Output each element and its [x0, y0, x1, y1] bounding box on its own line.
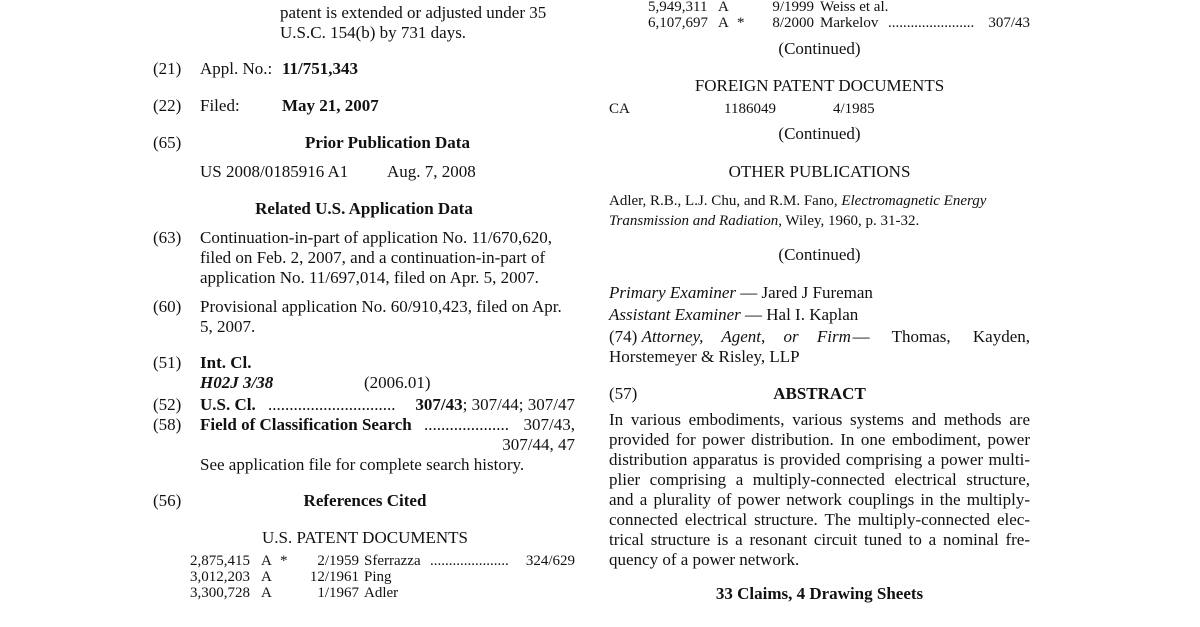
doc-kind: A	[261, 585, 272, 601]
abstract-num: (57)	[609, 384, 638, 403]
r58-label: Field of Classification Search	[200, 415, 412, 434]
appl-num: (21)	[153, 59, 182, 78]
doc-name: Ping	[364, 569, 392, 585]
publication-line-2	[609, 213, 919, 229]
r51-class: H02J 3/38	[200, 373, 274, 392]
appl-value: 11/751,343	[282, 59, 359, 78]
assistant-examiner	[609, 305, 858, 325]
foreign-number: 1186049	[724, 101, 776, 117]
references-heading: References Cited	[303, 491, 427, 510]
prior-pub-date: Aug. 7, 2008	[387, 162, 476, 181]
r51-year: (2006.01)	[364, 373, 431, 392]
doc-dots: .......................	[888, 15, 975, 31]
related-heading: Related U.S. Application Data	[255, 199, 473, 218]
abstract-line: provided for power distribution. In one embodiment, power	[609, 430, 1030, 449]
r60-num: (60)	[153, 297, 182, 316]
abstract-line: and a plurality of power network couplings in the multiply-	[609, 490, 1030, 509]
r52-dots: ..............................	[268, 395, 396, 414]
abstract-line: distribution apparatus is provided comprising a power multi-	[609, 450, 1030, 469]
continued-2: (Continued)	[778, 124, 861, 143]
doc-number: 3,300,728	[190, 585, 250, 601]
doc-star: *	[280, 553, 288, 569]
doc-kind: A	[261, 569, 272, 585]
term-line-2: U.S.C. 154(b) by 731 days.	[280, 23, 467, 42]
attorney-num: (74)	[609, 327, 638, 346]
doc-name: Adler	[364, 585, 399, 601]
doc-number: 6,107,697	[648, 15, 708, 31]
doc-kind: A	[261, 553, 272, 569]
pub-details: , Wiley, 1960, p. 31-32.	[778, 213, 920, 229]
r63-line-3: application No. 11/697,014, filed on Apr. 5, 2007.	[200, 268, 539, 287]
r52-main: 307/43	[415, 395, 463, 414]
r58-value-2: 307/44, 47	[502, 435, 575, 454]
r60-line-1: Provisional application No. 60/910,423, filed on Apr.	[200, 297, 562, 316]
publication-line-1	[609, 193, 986, 209]
doc-name: Weiss et al.	[820, 0, 889, 15]
term-line-1: patent is extended or adjusted under 35	[280, 3, 547, 22]
pub-title-part-2: Transmission and Radiation	[609, 213, 779, 229]
doc-number: 2,875,415	[190, 553, 250, 569]
primary-examiner	[609, 283, 873, 303]
claims-summary: 33 Claims, 4 Drawing Sheets	[715, 584, 924, 603]
abstract-line: quency of a power network.	[609, 550, 800, 569]
abstract-line: trical structure is a resonant circuit tuned to a nominal fre-	[609, 530, 1030, 549]
continued-1: (Continued)	[778, 39, 861, 58]
doc-class: 324/629	[525, 553, 575, 569]
assistant-examiner-label: Assistant Examiner	[609, 305, 741, 324]
attorney-line-2: Horstemeyer & Risley, LLP	[609, 347, 800, 366]
doc-star: *	[737, 15, 745, 31]
attorney-line-1	[609, 327, 1030, 347]
attorney-label: Attorney, Agent, or Firm	[641, 327, 851, 346]
attorney-firm-part-1: — Thomas, Kayden,	[852, 327, 1030, 346]
r58-num: (58)	[153, 415, 182, 434]
foreign-date: 4/1985	[833, 101, 875, 117]
r52-values	[415, 395, 575, 415]
prior-heading: Prior Publication Data	[305, 133, 470, 152]
doc-kind: A	[718, 15, 729, 31]
us-patents-heading: U.S. PATENT DOCUMENTS	[262, 528, 468, 547]
prior-pub-no: US 2008/0185916 A1	[200, 162, 349, 181]
continued-3: (Continued)	[778, 245, 861, 264]
filed-num: (22)	[153, 96, 182, 115]
doc-class: 307/43	[988, 15, 1030, 31]
other-pubs-heading: OTHER PUBLICATIONS	[728, 162, 911, 181]
doc-date: 1/1967	[317, 585, 359, 601]
r63-num: (63)	[153, 228, 182, 247]
prior-num: (65)	[153, 133, 182, 152]
r51-num: (51)	[153, 353, 182, 372]
appl-label: Appl. No.:	[200, 59, 273, 78]
r60-line-2: 5, 2007.	[200, 317, 256, 336]
r52-label: U.S. Cl.	[200, 395, 256, 414]
abstract-line: connected electrical structure. The multiply-connected elec-	[609, 510, 1030, 529]
doc-dots: .....................	[430, 553, 509, 569]
r58-dots: ....................	[424, 415, 509, 434]
doc-name: Sferrazza	[364, 553, 421, 569]
pub-title-part-1: Electromagnetic Energy	[841, 193, 987, 209]
doc-date: 12/1961	[309, 569, 359, 585]
abstract-line: In various embodiments, various systems and methods are	[609, 410, 1030, 429]
abstract-heading: ABSTRACT	[773, 384, 866, 403]
doc-number: 3,012,203	[190, 569, 250, 585]
foreign-country: CA	[609, 101, 630, 117]
r52-num: (52)	[153, 395, 182, 414]
doc-date: 9/1999	[772, 0, 814, 15]
abstract-line: plier comprising a multiply-connected electrical structure,	[609, 470, 1030, 489]
r58-note: See application file for complete search history.	[200, 455, 525, 474]
doc-kind: A	[718, 0, 729, 15]
filed-value: May 21, 2007	[282, 96, 379, 115]
primary-examiner-name: — Jared J Fureman	[736, 283, 873, 302]
r58-value-1: 307/43,	[523, 415, 575, 434]
assistant-examiner-name: — Hal I. Kaplan	[740, 305, 859, 324]
pub-authors: Adler, R.B., L.J. Chu, and R.M. Fano,	[609, 193, 842, 209]
r63-line-2: filed on Feb. 2, 2007, and a continuation-in-part of	[200, 248, 546, 267]
doc-date: 8/2000	[772, 15, 814, 31]
r51-label: Int. Cl.	[200, 353, 252, 372]
doc-date: 2/1959	[317, 553, 359, 569]
doc-name: Markelov	[820, 15, 879, 31]
abstract-body	[609, 410, 1030, 570]
r52-rest: ; 307/44; 307/47	[462, 395, 575, 414]
filed-label: Filed:	[200, 96, 240, 115]
r56-num: (56)	[153, 491, 182, 510]
doc-number: 5,949,311	[648, 0, 708, 15]
r63-line-1: Continuation-in-part of application No. 11/670,620,	[200, 228, 553, 247]
primary-examiner-label: Primary Examiner	[609, 283, 737, 302]
foreign-heading: FOREIGN PATENT DOCUMENTS	[694, 76, 945, 95]
